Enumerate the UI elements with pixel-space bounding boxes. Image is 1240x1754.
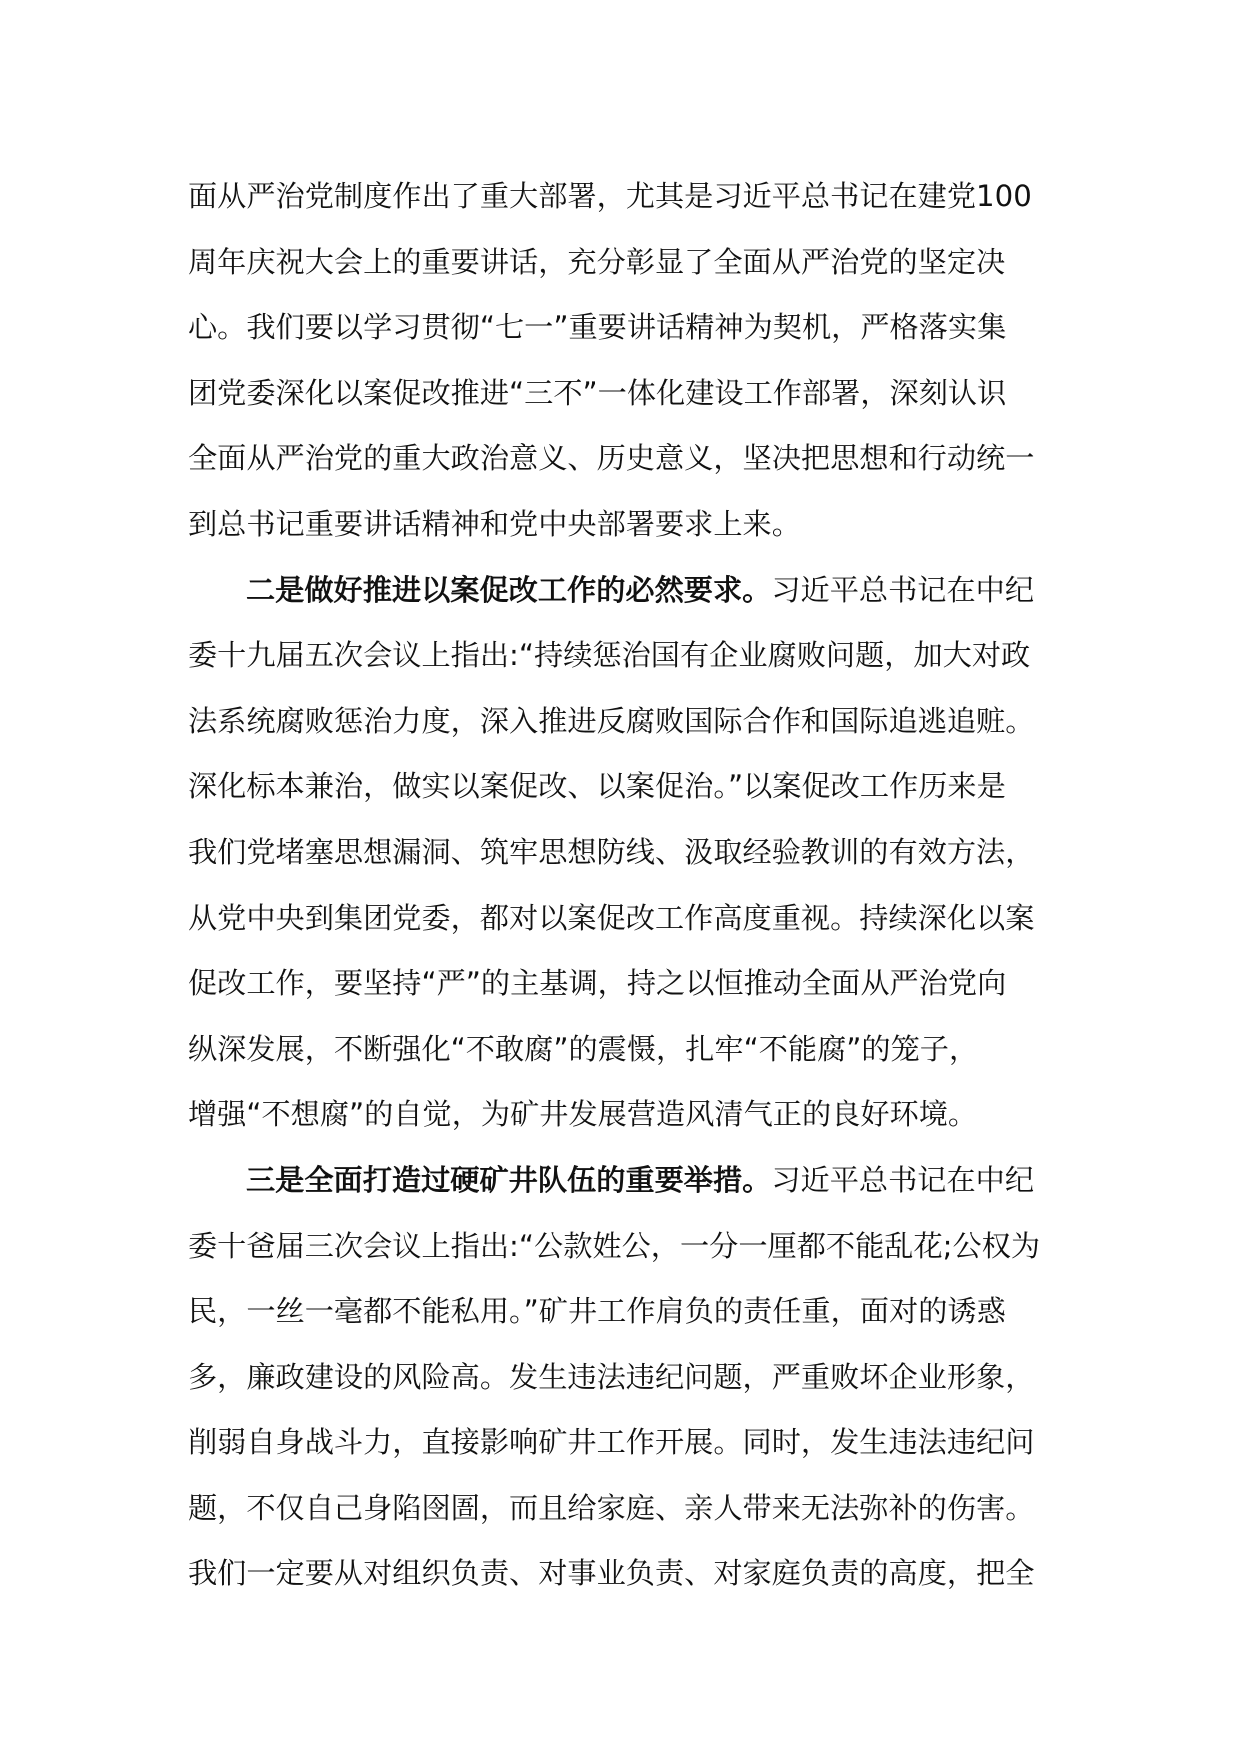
section-two-first-text: 习近平总书记在中纪 — [771, 572, 1035, 607]
paragraph-line: 多，廉政建设的风险高。发生违法违纪问题，严重败坏企业形象， — [188, 1359, 1035, 1394]
section-two-heading: 二是做好推进以案促改工作的必然要求。 — [246, 572, 772, 607]
paragraph-line: 委十爸届三次会议上指出:“公款姓公，一分一厘都不能乱花;公权为 — [188, 1228, 1041, 1263]
paragraph-line: 纵深发展，不断强化“不敢腐”的震慑，扎牢“不能腐”的笼子， — [188, 1031, 979, 1066]
paragraph-line: 削弱自身战斗力，直接影响矿井工作开展。同时，发生违法违纪问 — [188, 1425, 1035, 1460]
paragraph-line: 全面从严治党的重大政治意义、历史意义，坚决把思想和行动统一 — [188, 441, 1035, 476]
section-three-first-line — [188, 1148, 1048, 1214]
paragraph-line: 周年庆祝大会上的重要讲话，充分彰显了全面从严治党的坚定决 — [188, 244, 1006, 279]
paragraph-line: 面从严治党制度作出了重大部署，尤其是习近平总书记在建党100 — [188, 179, 1032, 213]
paragraph-line: 团党委深化以案促改推进“三不”一体化建设工作部署，深刻认识 — [188, 375, 1007, 410]
paragraph-line: 增强“不想腐”的自觉，为矿井发展营造风清气正的良好环境。 — [188, 1097, 978, 1132]
paragraph-line: 深化标本兼治，做实以案促改、以案促治。”以案促改工作历来是 — [188, 769, 1006, 804]
paragraph-line: 心。我们要以学习贯彻“七一”重要讲话精神为契机，严格落实集 — [188, 310, 1007, 345]
paragraph-line: 我们党堵塞思想漏洞、筑牢思想防线、汲取经验教训的有效方法， — [188, 834, 1035, 869]
paragraph-line: 委十九届五次会议上指出:“持续惩治国有企业腐败问题，加大对政 — [188, 638, 1031, 673]
document-body — [188, 164, 1048, 1607]
section-three-first-text: 习近平总书记在中纪 — [771, 1162, 1035, 1197]
paragraph-line: 从党中央到集团党委，都对以案促改工作高度重视。持续深化以案 — [188, 900, 1035, 935]
paragraph-line: 法系统腐败惩治力度，深入推进反腐败国际合作和国际追逃追赃。 — [188, 703, 1035, 738]
paragraph-line: 我们一定要从对组织负责、对事业负责、对家庭负责的高度，把全 — [188, 1556, 1035, 1591]
paragraph-line: 到总书记重要讲话精神和党中央部署要求上来。 — [188, 506, 801, 541]
paragraph-line: 民，一丝一毫都不能私用。”矿井工作肩负的责任重，面对的诱惑 — [188, 1294, 1006, 1329]
paragraph-line: 题，不仅自己身陷囹圄，而且给家庭、亲人带来无法弥补的伤害。 — [188, 1490, 1035, 1525]
section-two-first-line — [188, 558, 1048, 624]
paragraph-line: 促改工作，要坚持“严”的主基调，持之以恒推动全面从严治党向 — [188, 966, 1007, 1001]
section-three-heading: 三是全面打造过硬矿井队伍的重要举措。 — [246, 1162, 772, 1197]
